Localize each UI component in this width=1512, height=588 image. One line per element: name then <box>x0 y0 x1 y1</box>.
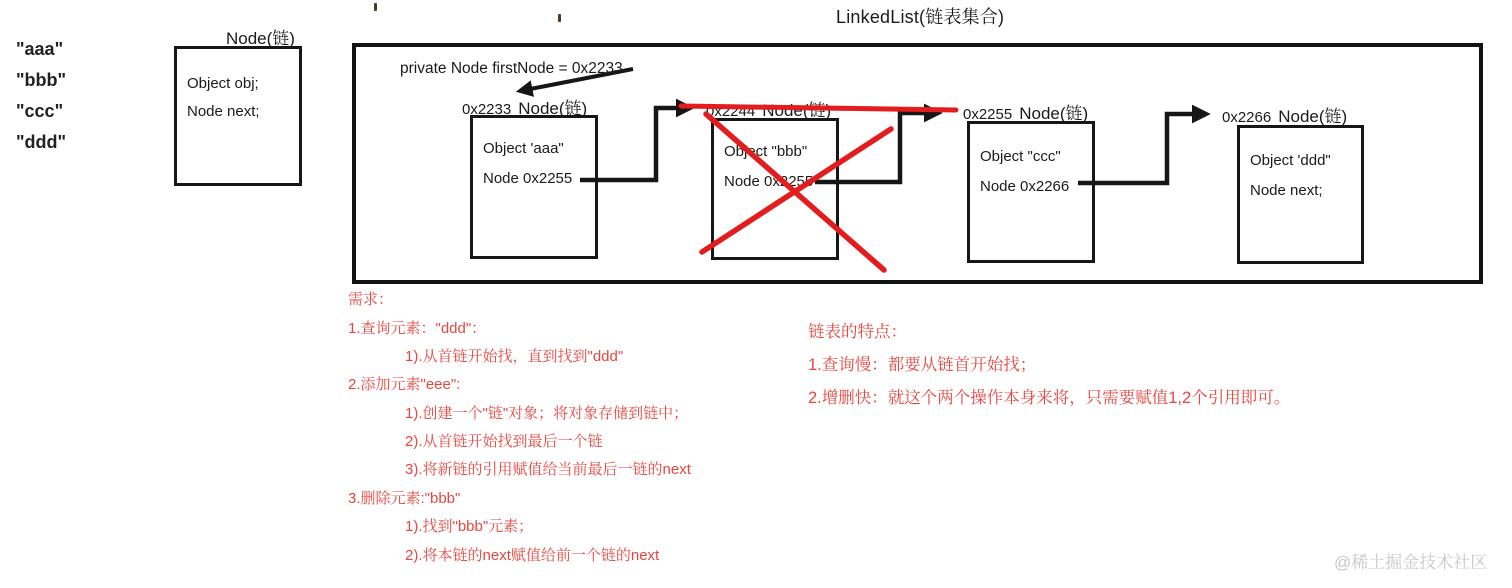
node3-address: 0x2255 <box>963 106 1013 123</box>
node3-type: Node(链) <box>1019 104 1089 123</box>
stray-mark <box>374 3 377 11</box>
feature-line: 1.查询慢：都要从链首开始找； <box>808 356 1037 374</box>
watermark-text: @稀土掘金技术社区 <box>1334 553 1488 572</box>
string-item-bbb: "bbb" <box>16 70 67 90</box>
node2-next-field: Node 0x2255 <box>724 173 814 190</box>
features-heading: 链表的特点： <box>808 323 907 341</box>
node1-box <box>470 115 598 259</box>
requirements-heading: 需求： <box>348 291 394 308</box>
requirement-line: 1.查询元素："ddd"： <box>348 320 487 337</box>
node-class-label: Node(链) <box>226 29 295 48</box>
node1-type: Node(链) <box>518 99 588 118</box>
node3-next-field: Node 0x2266 <box>980 178 1070 195</box>
node3-box <box>967 121 1095 263</box>
firstnode-declaration: private Node firstNode = 0x2233 <box>400 60 623 77</box>
node3-obj-field: Object "ccc" <box>980 148 1061 165</box>
string-item-aaa: "aaa" <box>16 39 64 59</box>
string-item-ccc: "ccc" <box>16 101 64 121</box>
node4-next-field: Node next; <box>1250 182 1323 199</box>
requirement-line: 3.删除元素:"bbb" <box>348 490 461 507</box>
node2-obj-field: Object "bbb" <box>724 143 808 160</box>
requirement-line: 1).从首链开始找，直到找到"ddd" <box>405 348 624 365</box>
requirement-line: 1).找到"bbb"元素； <box>405 518 534 535</box>
requirement-line: 3).将新链的引用赋值给当前最后一链的next <box>405 461 691 478</box>
node1-obj-field: Object 'aaa" <box>483 140 564 157</box>
node4-obj-field: Object 'ddd" <box>1250 152 1331 169</box>
node2-box <box>711 118 839 260</box>
node-class-field-next: Node next; <box>187 103 260 120</box>
node4-type: Node(链) <box>1278 107 1348 126</box>
requirement-line: 1).创建一个"链"对象；将对象存储到链中； <box>405 405 689 422</box>
node4-box <box>1237 125 1364 264</box>
node1-address: 0x2233 <box>462 101 512 118</box>
node1-next-field: Node 0x2255 <box>483 170 573 187</box>
requirement-line: 2.添加元素"eee": <box>348 376 461 393</box>
node-class-field-obj: Object obj; <box>187 75 259 92</box>
requirement-line: 2).从首链开始找到最后一个链 <box>405 433 603 450</box>
node4-address: 0x2266 <box>1222 109 1272 126</box>
stray-mark <box>558 14 561 22</box>
node2-address: 0x2244 <box>706 103 756 120</box>
node-class-box <box>174 46 302 186</box>
feature-line: 2.增删快：就这个两个操作本身来将，只需要赋值1,2个引用即可。 <box>808 389 1291 407</box>
string-item-ddd: "ddd" <box>16 132 67 152</box>
string-list <box>16 39 66 163</box>
requirement-line: 2).将本链的next赋值给前一个链的next <box>405 547 660 564</box>
node4-label <box>1222 102 1347 127</box>
node2-type: Node(链) <box>762 101 832 120</box>
page-title: LinkedList(链表集合) <box>836 7 1005 27</box>
